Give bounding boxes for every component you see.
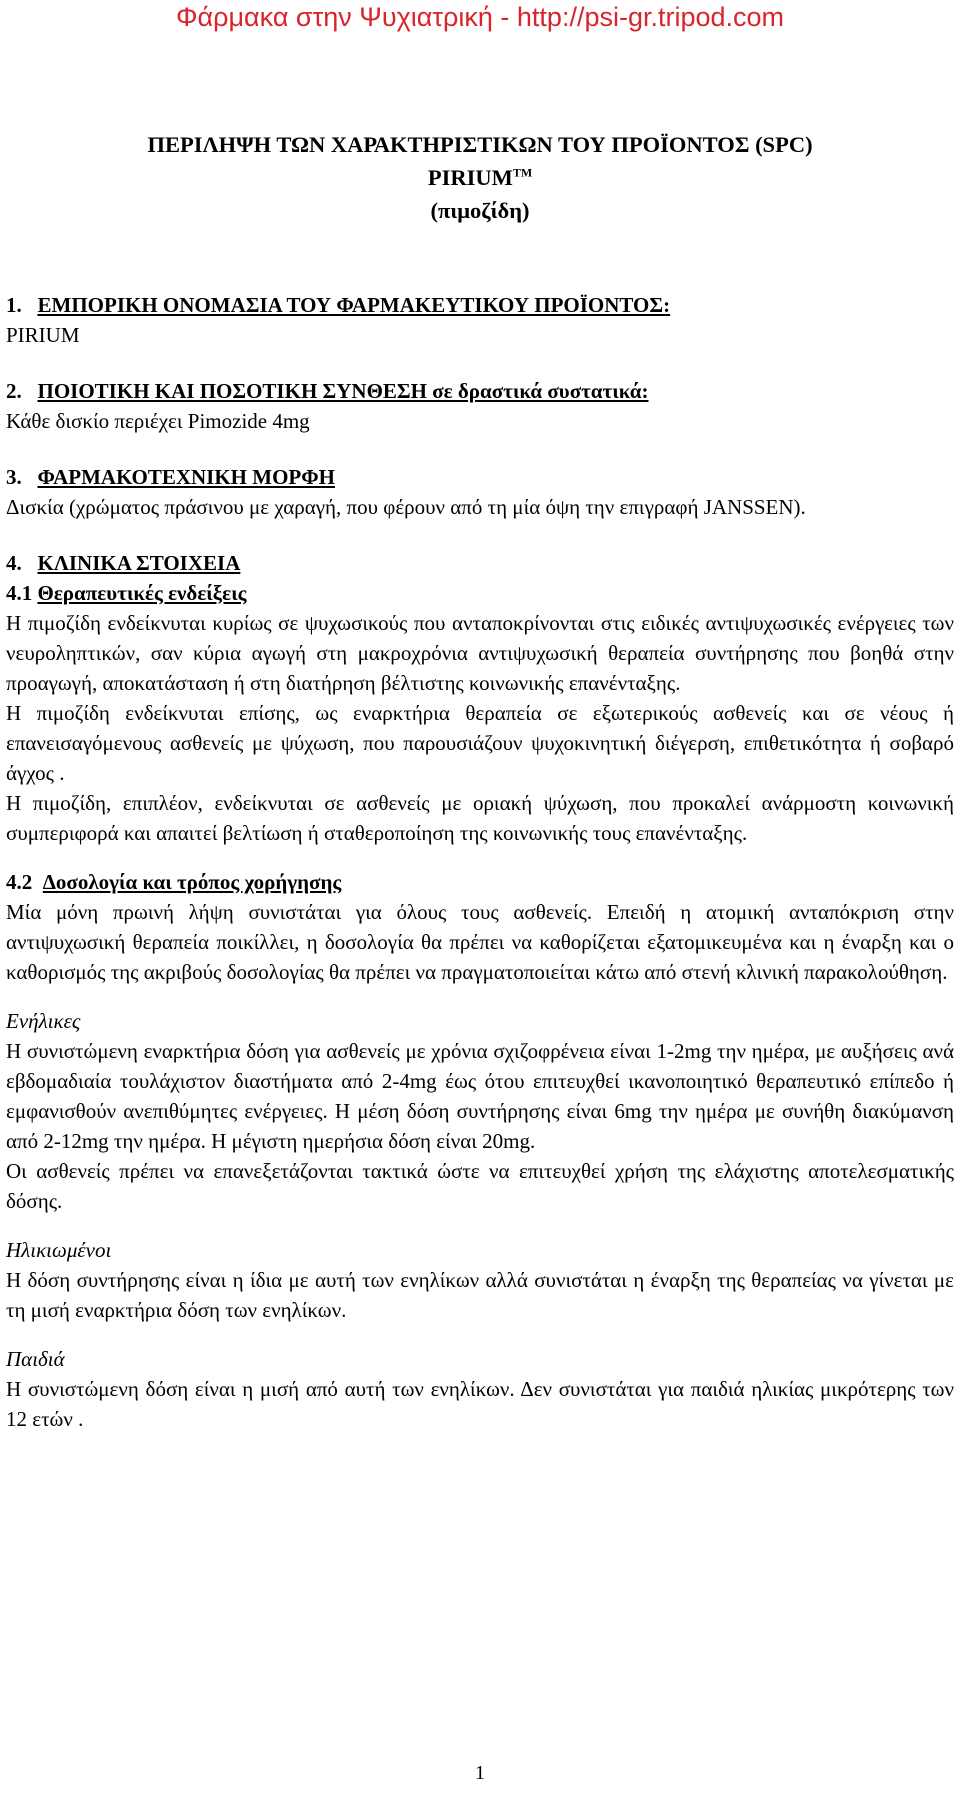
section-2-text: Κάθε δισκίο περιέχει Pimozide 4mg bbox=[6, 409, 310, 433]
section-4-2-number: 4.2 bbox=[6, 870, 33, 894]
section-4-heading bbox=[6, 548, 954, 578]
document-title bbox=[0, 128, 960, 227]
section-3-title: ΦΑΡΜΑΚΟΤΕΧΝΙΚΗ ΜΟΡΦΗ bbox=[37, 465, 335, 489]
section-4-1-title: Θεραπευτικές ενδείξεις bbox=[37, 581, 247, 605]
section-4-2-heading bbox=[6, 867, 954, 897]
site-header-link[interactable]: Φάρμακα στην Ψυχιατρική - http://psi-gr.tripod.com bbox=[175, 2, 785, 32]
section-1-text: PIRIUM bbox=[6, 323, 80, 347]
section-4-number: 4. bbox=[6, 551, 22, 575]
section-1-number: 1. bbox=[6, 293, 22, 317]
adults-heading: Ενήλικες bbox=[6, 1009, 81, 1033]
dosage-paragraph: Μία μόνη πρωινή λήψη συνιστάται για όλους τους ασθενείς. Επειδή η ατομική ανταπόκριση στην αντιψυχωσική θεραπεία ποικίλλει, η δοσολογία θα πρέπει να καθορίζεται εξατομικευμένα και η έναρξη και ο καθορισμός της ακριβούς δοσολογίας θα πρέπει να πραγματοποιείται κάτω από στενή κλινική παρακολούθηση. bbox=[6, 900, 954, 984]
section-4-1-number: 4.1 bbox=[6, 581, 33, 605]
trademark-mark: TM bbox=[512, 165, 533, 180]
section-3-text: Δισκία (χρώματος πράσινου με χαραγή, που φέρουν από τη μία όψη την επιγραφή JANSSEN). bbox=[6, 495, 806, 519]
adults-paragraph-2: Οι ασθενείς πρέπει να επανεξετάζονται τακτικά ώστε να επιτευχθεί χρήση της ελάχιστης αποτελεσματικής δόσης. bbox=[6, 1159, 954, 1213]
product-name: PIRIUM bbox=[427, 165, 513, 190]
title-line-substance: (πιμοζίδη) bbox=[430, 198, 530, 223]
adults-paragraph-1: Η συνιστώμενη εναρκτήρια δόση για ασθενείς με χρόνια σχιζοφρένεια είναι 1-2mg την ημέρα, με αυξήσεις ανά εβδομαδιαία τουλάχιστον διαστήματα από 2-4mg έως ότου επιτευχθεί ικανοποιητικό θεραπευτικό επίπεδο ή εμφανισθούν ανεπιθύμητες ενέργειες. Η μέση δόση συντήρησης είναι 6mg την ημέρα με συνήθη διακύμανση από 2-12mg την ημέρα. Η μέγιστη ημερήσια δόση είναι 20mg. bbox=[6, 1039, 954, 1153]
section-2-heading bbox=[6, 376, 954, 406]
section-1-heading bbox=[6, 290, 954, 320]
indications-paragraph-2: Η πιμοζίδη ενδείκνυται επίσης, ως εναρκτήρια θεραπεία σε εξωτερικούς ασθενείς και σε νέους ή επανεισαγόμενους ασθενείς με ψύχωση, που παρουσιάζουν ψυχοκινητική διέγερση, επιθετικότητα ή σοβαρό άγχος . bbox=[6, 701, 954, 785]
section-1-title: ΕΜΠΟΡΙΚΗ ΟΝΟΜΑΣΙΑ ΤΟΥ ΦΑΡΜΑΚΕΥΤΙΚΟΥ ΠΡΟΪΟΝΤΟΣ: bbox=[37, 293, 671, 317]
section-3-number: 3. bbox=[6, 465, 22, 489]
title-line-spc: ΠΕΡΙΛΗΨΗ ΤΩΝ ΧΑΡΑΚΤΗΡΙΣΤΙΚΩΝ ΤΟΥ ΠΡΟΪΟΝΤΟΣ (SPC) bbox=[147, 132, 813, 157]
elderly-paragraph: Η δόση συντήρησης είναι η ίδια με αυτή των ενηλίκων αλλά συνιστάται η έναρξη της θεραπείας να γίνεται με τη μισή εναρκτήρια δόση των ενηλίκων. bbox=[6, 1268, 954, 1322]
document-body bbox=[6, 290, 954, 1434]
section-3-heading bbox=[6, 462, 954, 492]
indications-paragraph-3: Η πιμοζίδη, επιπλέον, ενδείκνυται σε ασθενείς με οριακή ψύχωση, που προκαλεί ανάρμοστη κοινωνική συμπεριφορά και απαιτεί βελτίωση ή σταθεροποίηση της κοινωνικής τους επανένταξης. bbox=[6, 791, 954, 845]
children-paragraph: Η συνιστώμενη δόση είναι η μισή από αυτή των ενηλίκων. Δεν συνιστάται για παιδιά ηλικίας μικρότερης των 12 ετών . bbox=[6, 1377, 954, 1431]
section-2-title: ΠΟΙΟΤΙΚΗ ΚΑΙ ΠΟΣΟΤΙΚΗ ΣΥΝΘΕΣΗ σε δραστικά συστατικά: bbox=[37, 379, 649, 403]
section-4-2-title: Δοσολογία και τρόπος χορήγησης bbox=[42, 870, 342, 894]
indications-paragraph-1: Η πιμοζίδη ενδείκνυται κυρίως σε ψυχωσικούς που ανταποκρίνονται στις ειδικές αντιψυχωσικές ενέργειες των νευροληπτικών, σαν κύρια αγωγή στη μακροχρόνια αντιψυχωσική θεραπεία συντήρησης που βοηθά στην προαγωγή, αποκατάσταση ή στη διατήρηση βέλτιστης κοινωνικής επανένταξης. bbox=[6, 611, 954, 695]
section-4-title: ΚΛΙΝΙΚΑ ΣΤΟΙΧΕΙΑ bbox=[37, 551, 241, 575]
children-heading: Παιδιά bbox=[6, 1347, 65, 1371]
elderly-heading: Ηλικιωμένοι bbox=[6, 1238, 112, 1262]
section-4-1-heading bbox=[6, 578, 954, 608]
title-line-product bbox=[0, 161, 960, 194]
page-number: 1 bbox=[475, 1762, 485, 1784]
section-2-number: 2. bbox=[6, 379, 22, 403]
